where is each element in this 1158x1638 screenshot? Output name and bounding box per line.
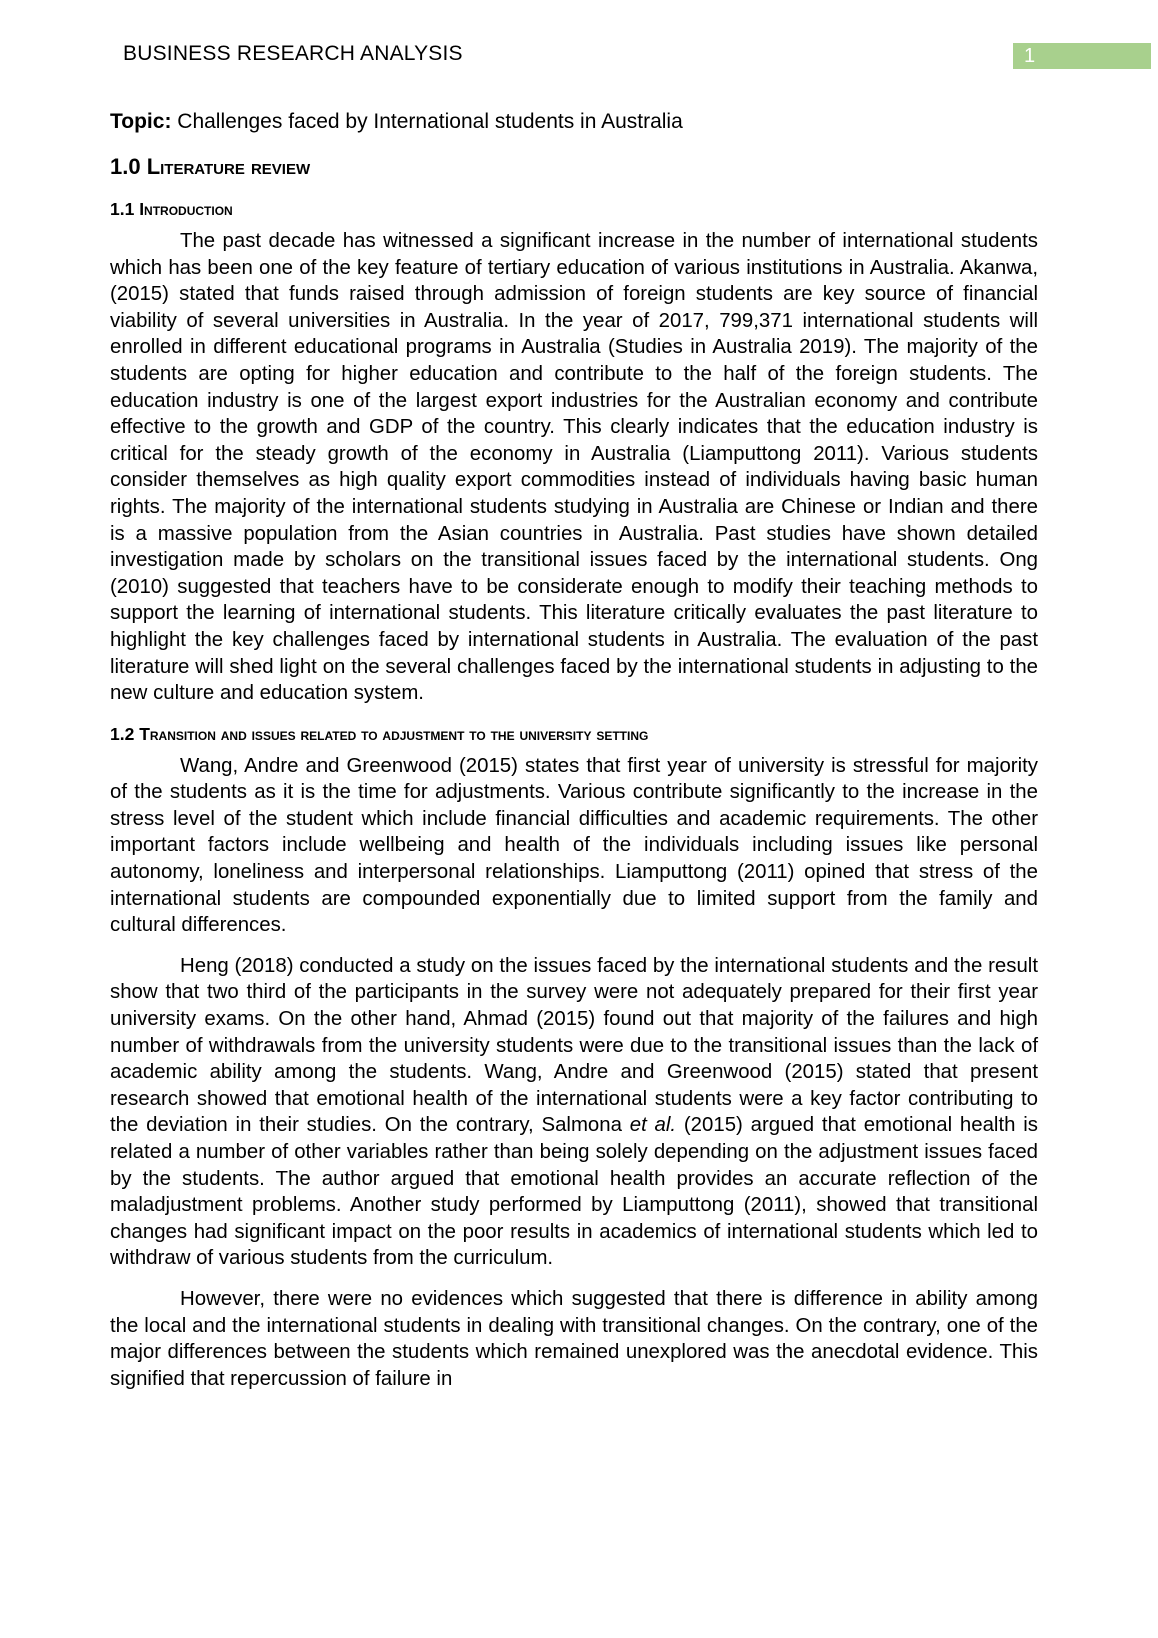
transition-paragraph-3: However, there were no evidences which suggested that there is difference in ability among the local and the international students in dealing with transitional changes. On the contrary, one of the major differences between the students which remained unexplored was the anecdotal evidence. This signified that repercussion of failure in — [110, 1287, 1038, 1390]
topic-line — [110, 108, 1038, 136]
introduction-paragraph: The past decade has witnessed a significant increase in the number of international students which has been one of the key feature of tertiary education of various institutions in Australia. Akanwa, (2015) stated that funds raised through admission of foreign students are key source of financial viability of several universities in Australia. In the year of 2017, 799,371 international students will enrolled in different educational programs in Australia (Studies in Australia 2019). The majority of the students are opting for higher education and contribute to the half of the foreign students. The education industry is one of the largest export industries for the Australian economy and contribute effective to the growth and GDP of the country. This clearly indicates that the education industry is critical for the steady growth of the economy in Australia (Liamputtong 2011). Various students consider themselves as high quality export commodities instead of individuals having basic human rights. The majority of the international students studying in Australia are Chinese or Indian and there is a massive population from the Asian countries in Australia. Past studies have shown detailed investigation made by scholars on the transitional issues faced by the international students. Ong (2010) suggested that teachers have to be considerate enough to modify their teaching methods to support the learning of international students. This literature critically evaluates the past literature to highlight the key challenges faced by international students in Australia. The evaluation of the past literature will shed light on the several challenges faced by the international students in adjusting to the new culture and education system. — [110, 230, 1038, 705]
paragraph-text: (2015) argued that emotional health is related a number of other variables rather than being solely depending on the adjustment issues faced by the students. The author argued that emotional health provides an accurate reflection of the maladjustment problems. Another study performed by Liamputtong (2011), showed that transitional changes had significant impact on the poor results in academics of international students which led to withdraw of various students from the curriculum. — [110, 1114, 1038, 1270]
topic-text: Challenges faced by International students in Australia — [177, 110, 683, 133]
page-number-badge: 1 — [1013, 43, 1151, 69]
topic-label: Topic: — [110, 110, 172, 133]
running-header-title: BUSINESS RESEARCH ANALYSIS — [123, 42, 463, 65]
document-body — [110, 108, 1038, 1392]
transition-paragraph-2 — [110, 953, 1038, 1272]
citation-italic: et al. — [629, 1114, 677, 1137]
section-heading-literature-review: 1.0 Literature review — [110, 154, 311, 179]
transition-paragraph-1: Wang, Andre and Greenwood (2015) states that first year of university is stressful for majority of the students as it is the time for adjustments. Various contribute significantly to the increase in the stress level of the student which include financial difficulties and academic requirements. The other important factors include wellbeing and health of the individuals including issues like personal autonomy, loneliness and interpersonal relationships. Liamputtong (2011) opined that stress of the international students are compounded exponentially due to limited support from the family and cultural differences. — [110, 754, 1038, 937]
paragraph-text: Heng (2018) conducted a study on the issues faced by the international students and the result show that two third of the participants in the survey were not adequately prepared for their first year university exams. On the other hand, Ahmad (2015) found out that majority of the failures and high number of withdrawals from the university students were due to the transitional issues than the lack of academic ability among the students. Wang, Andre and Greenwood (2015) stated that present research showed that emotional health of the international students were a key factor contributing to the deviation in their studies. On the contrary, Salmona — [110, 954, 1038, 1137]
section-heading-transition: 1.2 Transition and issues related to adjustment to the university setting — [110, 723, 649, 744]
section-heading-introduction: 1.1 Introduction — [110, 199, 233, 219]
